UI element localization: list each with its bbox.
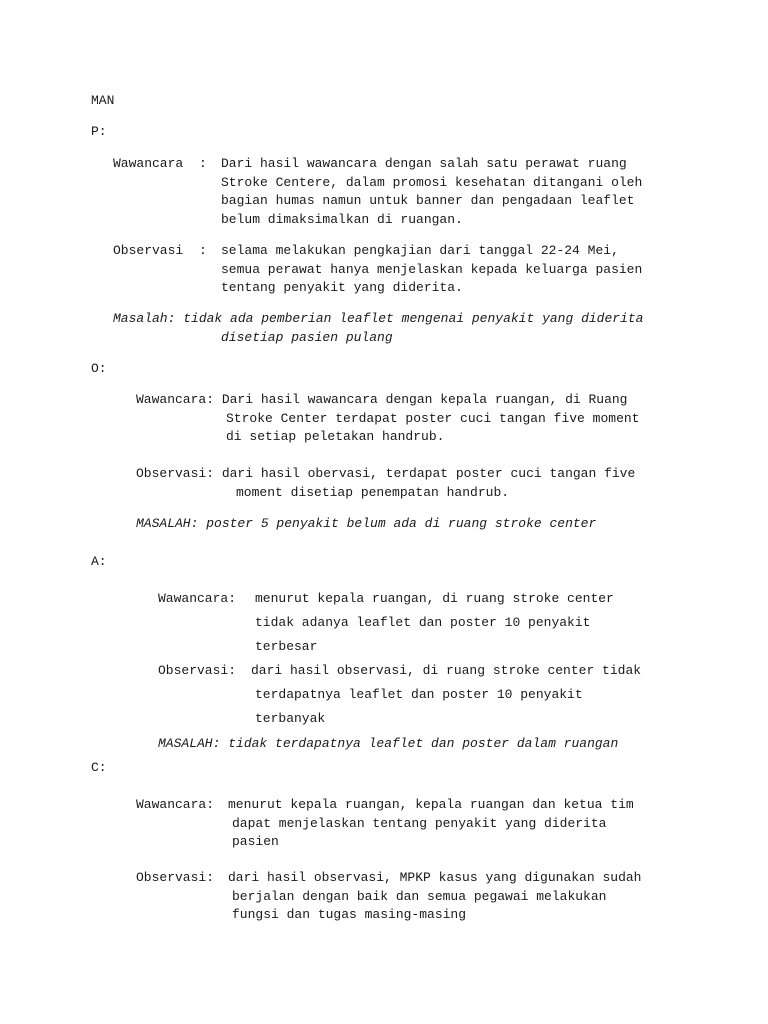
a-masalah: MASALAH: tidak terdapatnya leaflet dan poster dalam ruangan <box>158 736 619 751</box>
p-masalah-line: Masalah: tidak ada pemberian leaflet mengenai penyakit yang diderita <box>113 311 644 326</box>
c-observasi-line: berjalan dengan baik dan semua pegawai melakukan <box>232 888 607 904</box>
section-o-label: O: <box>91 361 107 376</box>
c-wawancara-label: Wawancara: <box>136 797 215 812</box>
p-observasi-line: semua perawat hanya menjelaskan kepada keluarga pasien <box>221 261 643 277</box>
c-observasi-line: fungsi dan tugas masing-masing <box>232 907 467 922</box>
o-wawancara-line: Stroke Center terdapat poster cuci tangan five moment <box>226 410 640 426</box>
p-wawancara-separator: : <box>199 156 207 171</box>
a-observasi-line: dari hasil observasi, di ruang stroke center tidak <box>251 663 642 678</box>
a-observasi-line: terbanyak <box>255 711 326 726</box>
p-wawancara-line: bagian humas namun untuk banner dan pengadaan leaflet <box>221 193 635 208</box>
a-wawancara-line: terbesar <box>255 639 318 654</box>
a-wawancara-line: menurut kepala ruangan, di ruang stroke center <box>255 591 614 606</box>
a-wawancara-line: tidak adanya leaflet dan poster 10 penyakit <box>255 615 591 630</box>
p-wawancara-label: Wawancara <box>113 156 184 171</box>
c-wawancara-line: menurut kepala ruangan, kepala ruangan dan ketua tim <box>228 797 634 812</box>
a-observasi-line: terdapatnya leaflet dan poster 10 penyakit <box>255 687 583 702</box>
o-observasi-line: Observasi: dari hasil obervasi, terdapat poster cuci tangan five <box>136 466 636 481</box>
c-wawancara-line: pasien <box>232 834 279 849</box>
c-observasi-line: dari hasil observasi, MPKP kasus yang digunakan sudah <box>228 870 642 885</box>
p-wawancara-line: belum dimaksimalkan di ruangan. <box>221 211 463 227</box>
p-observasi-line: tentang penyakit yang diderita. <box>221 280 463 295</box>
a-wawancara-label: Wawancara: <box>158 591 237 606</box>
o-wawancara-line: Wawancara: Dari hasil wawancara dengan kepala ruangan, di Ruang <box>136 392 628 407</box>
c-wawancara-line: dapat menjelaskan tentang penyakit yang diderita <box>232 815 607 831</box>
p-observasi-line: selama melakukan pengkajian dari tanggal 22-24 Mei, <box>221 243 619 258</box>
o-wawancara-line: di setiap peletakan handrub. <box>226 429 445 444</box>
document-heading: MAN <box>91 93 115 108</box>
o-observasi-line: moment disetiap penempatan handrub. <box>236 484 510 500</box>
a-observasi-label: Observasi: <box>158 663 237 678</box>
section-c-label: C: <box>91 760 107 775</box>
p-masalah-line: disetiap pasien pulang <box>221 329 393 345</box>
o-masalah: MASALAH: poster 5 penyakit belum ada di ruang stroke center <box>136 516 597 531</box>
p-wawancara-line: Dari hasil wawancara dengan salah satu perawat ruang <box>221 156 627 171</box>
p-observasi-separator: : <box>199 243 207 258</box>
c-observasi-label: Observasi: <box>136 870 215 885</box>
section-p-label: P: <box>91 124 107 139</box>
p-observasi-label: Observasi <box>113 243 184 258</box>
section-a-label: A: <box>91 554 107 569</box>
p-wawancara-line: Stroke Centere, dalam promosi kesehatan ditangani oleh <box>221 174 643 190</box>
